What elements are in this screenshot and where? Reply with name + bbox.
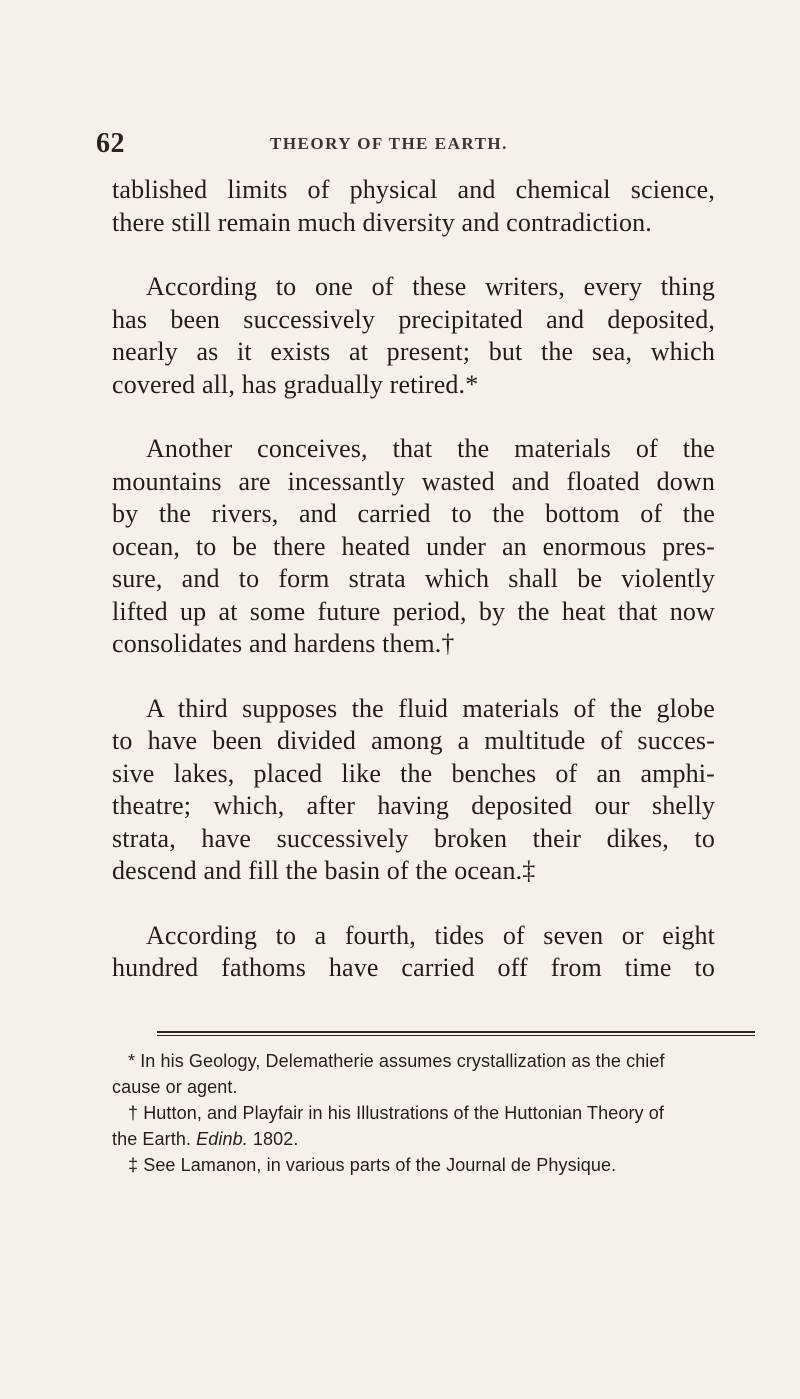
paragraph [112, 920, 715, 985]
text-line: ocean, to be there heated under an enormous pres- [112, 531, 715, 561]
body-text [112, 174, 715, 985]
text-line: sive lakes, placed like the benches of an amphi- [112, 758, 715, 788]
text-line: According to a fourth, tides of seven or eight [146, 920, 715, 950]
footnote-place: Edinb. [196, 1129, 248, 1149]
footnote-year: 1802. [247, 1129, 299, 1149]
page-header [0, 128, 800, 168]
footnote-3 [112, 1152, 767, 1178]
text-line: to have been divided among a multitude of succes- [112, 726, 715, 755]
footnote-text: the Earth. [112, 1129, 197, 1149]
footnote-rule [157, 1031, 755, 1033]
footnote-line: cause or agent. [112, 1077, 238, 1097]
text-line: According to one of these writers, every thing [146, 272, 715, 301]
paragraph [112, 174, 715, 239]
footnote-2 [112, 1100, 767, 1152]
footnote-line: * In his Geology, Delematherie assumes crystallization as the chief [128, 1051, 665, 1071]
text-line: by the rivers, and carried to the bottom of the [112, 499, 715, 528]
paragraph [112, 693, 715, 888]
text-line: lifted up at some future period, by the heat that now [112, 596, 715, 626]
footnote-rule [157, 1035, 755, 1036]
text-line: there still remain much diversity and contradiction. [112, 207, 652, 237]
text-line: A third supposes the fluid materials of the globe [146, 693, 715, 723]
text-line: theatre; which, after having deposited our shelly [112, 791, 715, 820]
text-line: descend and fill the basin of the ocean.‡ [112, 856, 536, 885]
text-line: consolidates and hardens them.† [112, 629, 455, 658]
text-line: hundred fathoms have carried off from time to [112, 953, 715, 982]
footnote-line [112, 1126, 767, 1152]
paragraph [112, 271, 715, 401]
text-line: nearly as it exists at present; but the sea, which [112, 337, 715, 366]
footnotes [112, 1048, 767, 1178]
paragraph [112, 433, 715, 661]
text-line: mountains are incessantly wasted and floated down [112, 466, 715, 496]
footnote-line: ‡ See Lamanon, in various parts of the Journal de Physique. [128, 1155, 617, 1175]
text-line: sure, and to form strata which shall be violently [112, 564, 715, 593]
text-line: strata, have successively broken their dikes, to [112, 823, 715, 853]
text-line: covered all, has gradually retired.* [112, 369, 479, 399]
page-number: 62 [96, 128, 125, 159]
running-head: THEORY OF THE EARTH. [270, 134, 508, 153]
footnote-line: † Hutton, and Playfair in his Illustrations of the Huttonian Theory of [128, 1103, 664, 1123]
text-line: tablished limits of physical and chemical science, [112, 175, 715, 204]
text-line: Another conceives, that the materials of the [146, 434, 715, 463]
text-line: has been successively precipitated and deposited, [112, 304, 715, 334]
footnote-1 [112, 1048, 767, 1100]
